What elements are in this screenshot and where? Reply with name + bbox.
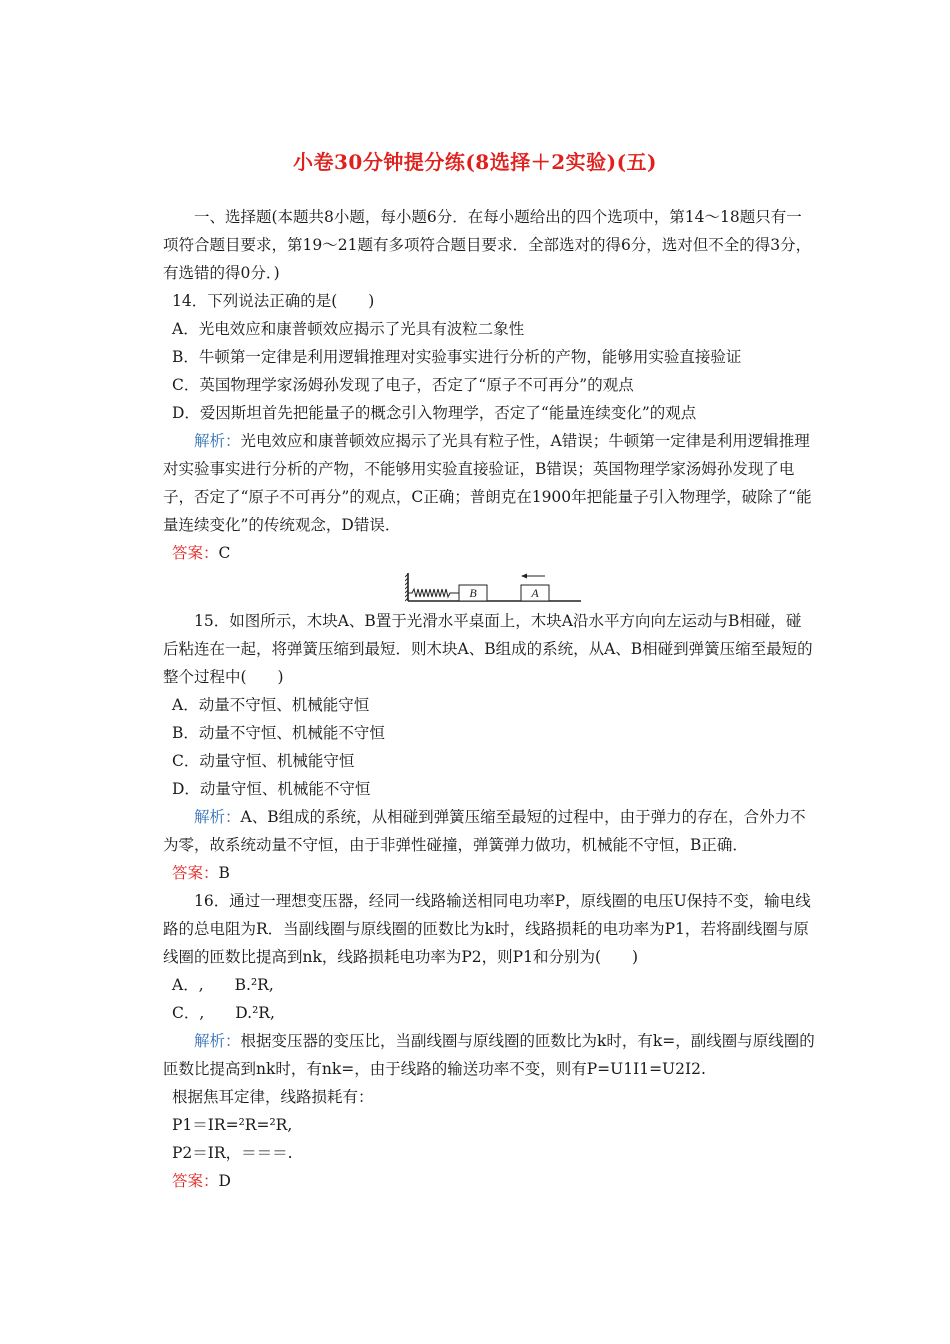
q15-answer (163, 859, 815, 887)
analysis-label: 解析： (194, 432, 241, 450)
q14-option-a: A．光电效应和康普顿效应揭示了光具有波粒二象性 (172, 320, 525, 338)
q15-option-c: C．动量守恒、机械能守恒 (172, 752, 355, 770)
q14-analysis-text: 光电效应和康普顿效应揭示了光具有粒子性，A错误；牛顿第一定律是利用逻辑推理对实验事实进行分析的产物，不能够用实验直接验证，B错误；英国物理学家汤姆孙发现了电子，否定了“原子不可再分”的观点，C正确；普朗克在1900年把能量子引入物理学，破除了“能量连续变化”的传统观念，D错误． (163, 432, 812, 534)
q16-analysis-text: 根据变压器的变压比，当副线圈与原线圈的匝数比为k时，有k=，副线圈与原线圈的匝数比提高到nk时，有nk=，由于线路的输送功率不变，则有P=U1I1=U2I2. (163, 1032, 815, 1078)
analysis-label: 解析： (194, 1032, 241, 1050)
document-body (163, 203, 815, 1195)
answer-label: 答案： (172, 864, 219, 882)
q16-p1-line: P1＝IR=²R=²R, (172, 1116, 293, 1134)
q14-option-b: B．牛顿第一定律是利用逻辑推理对实验事实进行分析的产物，能够用实验直接验证 (172, 348, 742, 366)
q15-analysis-text: A、B组成的系统，从相碰到弹簧压缩至最短的过程中，由于弹力的存在，合外力不为零，故系统动量不守恒，由于非弹性碰撞，弹簧弹力做功，机械能不守恒，B正确． (163, 808, 806, 854)
question-16-stem: 16．通过一理想变压器，经同一线路输送相同电功率P，原线圈的电压U保持不变，输电线路的总电阻为R．当副线圈与原线圈的匝数比为k时，线路损耗的电功率为P1，若将副线圈与原线圈的匝数比提高到nk，线路损耗电功率为P2，则P1和分别为( ) (163, 892, 811, 966)
q15-analysis (163, 803, 815, 859)
page-title: 小卷30分钟提分练(8选择＋2实验)(五) (292, 150, 657, 174)
q14-answer-value: C (218, 544, 231, 562)
q14-option-d: D．爱因斯坦首先把能量子的概念引入物理学，否定了“能量连续变化”的观点 (172, 404, 697, 422)
block-b-label: B (469, 586, 477, 600)
spring-icon (408, 589, 459, 597)
spring-blocks-diagram (405, 569, 585, 603)
q14-analysis (163, 427, 815, 539)
q16-answer (163, 1167, 815, 1195)
q16-options-cd: C．, D.²R, (172, 1004, 275, 1022)
analysis-label: 解析： (194, 808, 241, 826)
block-a-label: A (531, 586, 539, 600)
question-14-stem: 14．下列说法正确的是( ) (172, 292, 375, 310)
q15-option-b: B．动量不守恒、机械能不守恒 (172, 724, 385, 742)
q16-analysis (163, 1027, 815, 1083)
section-intro: 一、选择题(本题共8小题，每小题6分．在每小题给出的四个选项中，第14～18题只有一项符合题目要求，第19～21题有多项符合题目要求．全部选对的得6分，选对但不全的得3分，有选错的得0分．) (163, 208, 812, 282)
q16-p2-line: P2＝IR，＝＝＝. (172, 1144, 293, 1162)
velocity-arrow-icon (521, 574, 545, 579)
q14-answer (163, 539, 815, 567)
spring-blocks-figure (163, 569, 815, 603)
q15-option-d: D．动量守恒、机械能不守恒 (172, 780, 371, 798)
answer-label: 答案： (172, 544, 219, 562)
question-15-stem: 15．如图所示，木块A、B置于光滑水平桌面上，木块A沿水平方向向左运动与B相碰，碰后粘连在一起，将弹簧压缩到最短．则木块A、B组成的系统，从A、B相碰到弹簧压缩至最短的整个过程中( ) (163, 612, 813, 686)
answer-label: 答案： (172, 1172, 219, 1190)
q16-answer-value: D (218, 1172, 231, 1190)
q15-answer-value: B (218, 864, 230, 882)
q16-options-ab: A．, B.²R, (172, 976, 274, 994)
q16-joule-line: 根据焦耳定律，线路损耗有： (172, 1088, 374, 1106)
q14-option-c: C．英国物理学家汤姆孙发现了电子，否定了“原子不可再分”的观点 (172, 376, 634, 394)
q15-option-a: A．动量不守恒、机械能守恒 (172, 696, 370, 714)
